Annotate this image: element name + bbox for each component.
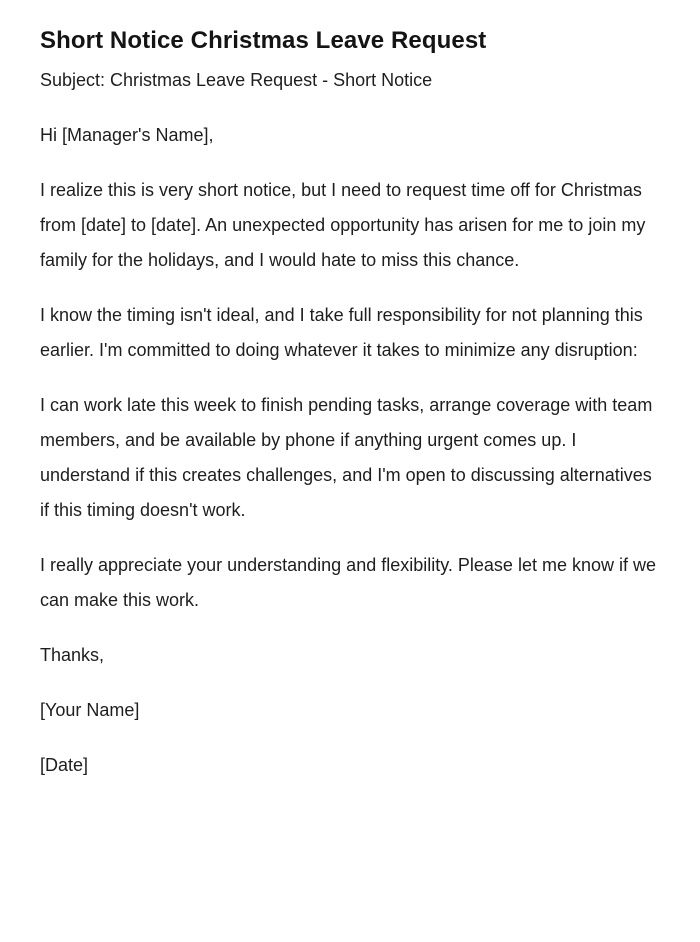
body-paragraph: I realize this is very short notice, but I need to request time off for Christmas from [date] to [date]. An unexpected opportunity has arisen for me to join my family for the holidays, and I would hate to miss this chance. — [40, 180, 646, 270]
greeting-line: Hi [Manager's Name], — [40, 125, 214, 145]
signature-date-line: [Date] — [40, 755, 89, 775]
closing-line: Thanks, — [40, 645, 105, 665]
subject-line: Subject: Christmas Leave Request - Short Notice — [40, 70, 433, 90]
body-paragraph: I really appreciate your understanding and flexibility. Please let me know if we can make this work. — [40, 555, 656, 610]
signature-name-line: [Your Name] — [40, 700, 140, 720]
page-title: Short Notice Christmas Leave Request — [40, 27, 487, 54]
body-paragraph: I can work late this week to finish pending tasks, arrange coverage with team members, and be available by phone if anything urgent comes up. I understand if this creates challenges, and I'm open to discussing alternatives if this timing doesn't work. — [40, 395, 653, 520]
body-paragraph: I know the timing isn't ideal, and I take full responsibility for not planning this earlier. I'm committed to doing whatever it takes to minimize any disruption: — [40, 305, 643, 360]
